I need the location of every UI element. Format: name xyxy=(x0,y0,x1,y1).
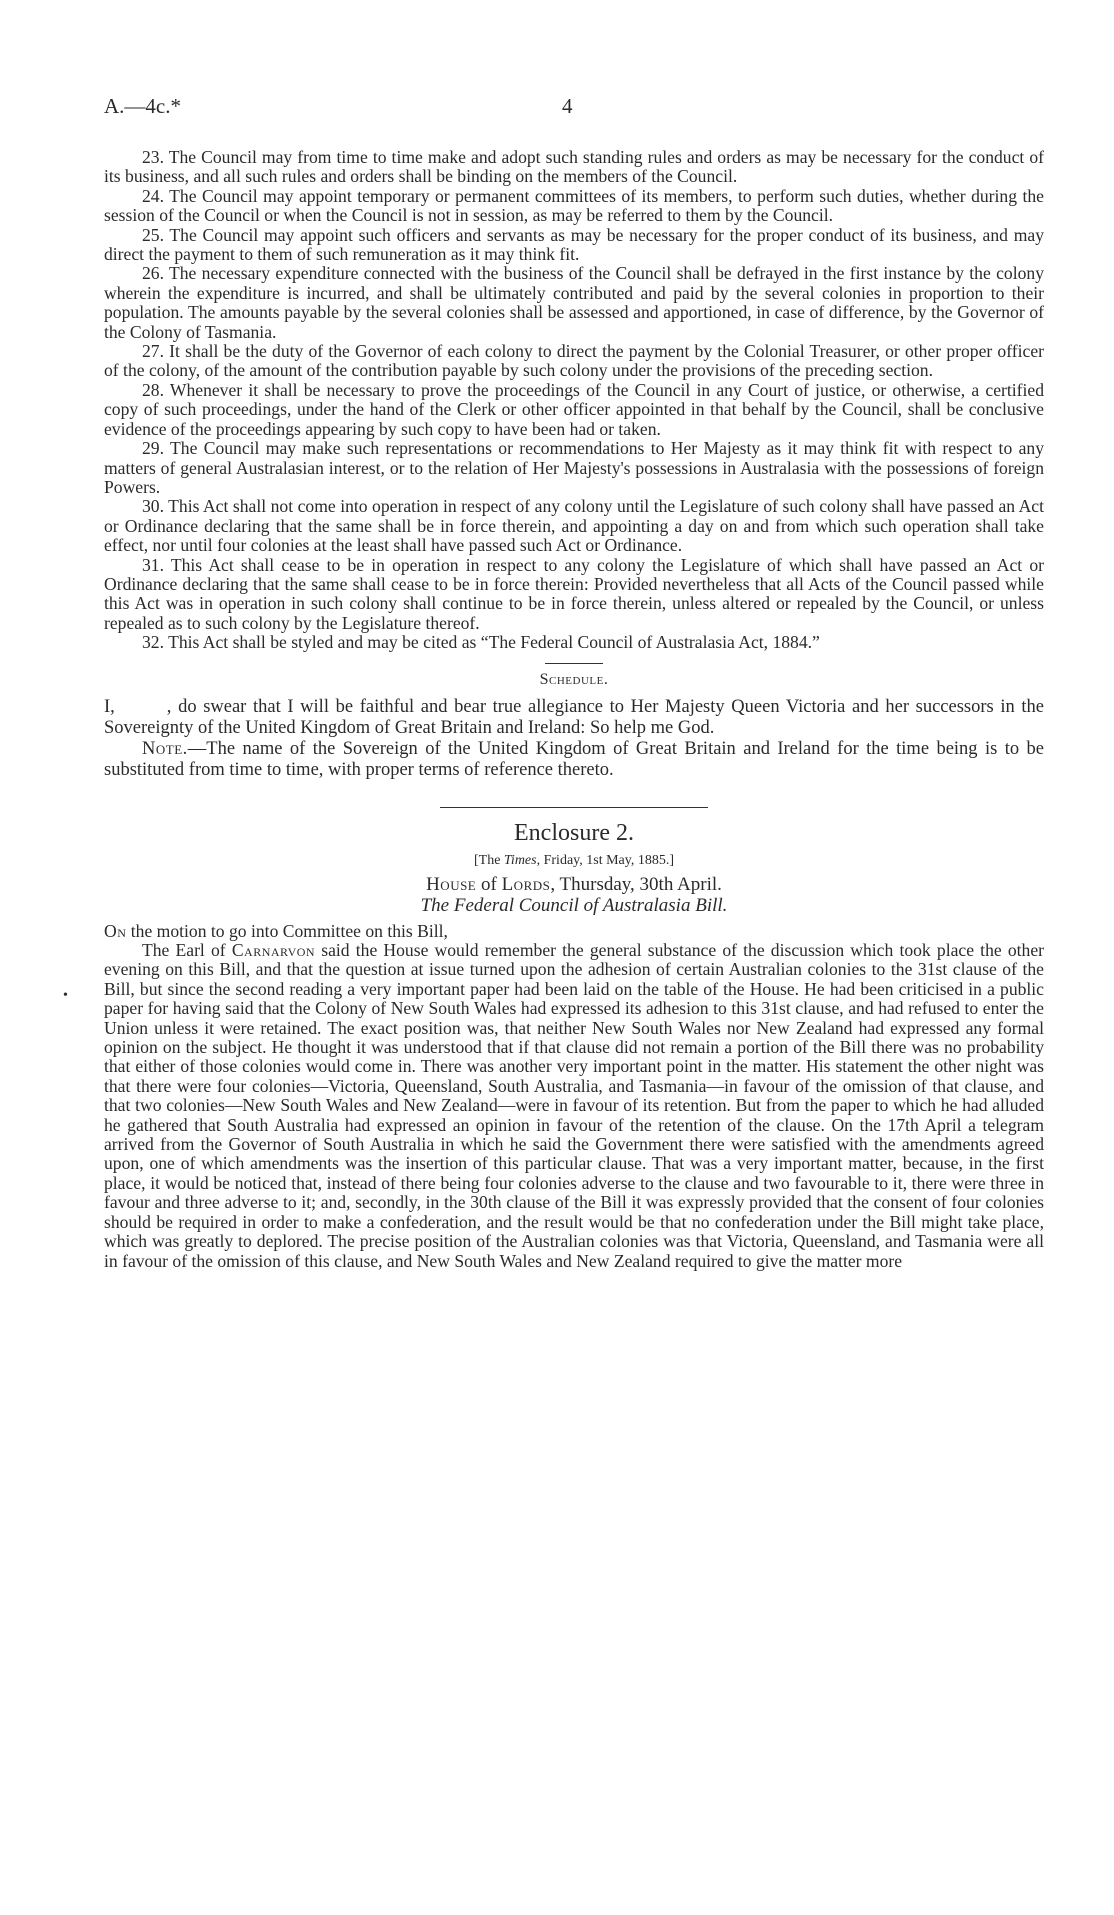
oath-start: I, xyxy=(104,696,115,717)
note-paragraph xyxy=(104,739,1044,781)
bill-title: The Federal Council of Australasia Bill. xyxy=(420,895,728,917)
section-31: 31. This Act shall cease to be in operation in respect to any colony the Legislature of which shall have passed an Act or Ordinance declaring that the same shall cease to be in force therein: Provided nevertheless that all Acts of the Council passed while this Act was in operation in such colony shall continue to be in force therein, unless altered or repealed by the Council, or unless repealed as to such colony by the Legislature thereof. xyxy=(104,554,1044,633)
speaker-name: Carnarvon xyxy=(231,940,316,960)
page-body xyxy=(104,148,1044,1271)
schedule-divider xyxy=(545,663,603,664)
source-post: , Friday, 1st May, 1885.] xyxy=(536,853,675,869)
lords-word: Lords xyxy=(501,873,551,895)
enclosure-title: Enclosure 2. xyxy=(514,819,634,846)
section-28: 28. Whenever it shall be necessary to prove the proceedings of the Council in any Court of justice, or otherwise, a certified copy of such proceedings, under the hand of the Clerk or other officer appointed in that behalf by the Council, shall be conclusive evidence of the proceedings appearing by such copy to have been had or taken. xyxy=(104,379,1044,439)
section-30: 30. This Act shall not come into operation in respect of any colony until the Legislature of such colony shall have passed an Act or Ordinance declaring that the same shall be in force therein, and appointing a day on and from which such operation shall take effect, nor until four colonies at the least shall have passed such Act or Ordinance. xyxy=(104,496,1044,556)
page-number: 4 xyxy=(562,94,573,118)
house-line xyxy=(104,875,1044,894)
section-32: 32. This Act shall be styled and may be cited as “The Federal Council of Australasia Act, 1884.” xyxy=(142,632,820,653)
margin-dot: • xyxy=(63,988,68,1003)
note-text: —The name of the Sovereign of the United Kingdom of Great Britain and Ireland for the time being is to be substituted from time to time, with proper terms of reference thereto. xyxy=(104,738,1044,780)
section-24: 24. The Council may appoint temporary or permanent committees of its members, to perform such duties, whether during the session of the Council or when the Council is not in session, as may be referred to them by the Council. xyxy=(104,185,1044,226)
motion-text: the motion to go into Committee on this Bill, xyxy=(126,920,448,941)
motion-first-word: On xyxy=(104,920,127,941)
source-line xyxy=(104,851,1044,870)
motion-line xyxy=(104,922,1044,941)
document-reference: A.—4c.* xyxy=(104,94,181,118)
enclosure-divider xyxy=(440,807,708,808)
of-word: of xyxy=(476,873,502,895)
speech-start: The Earl of xyxy=(142,940,232,960)
source-paper: Times xyxy=(503,853,537,869)
note-label: Note. xyxy=(142,738,188,759)
page-header xyxy=(104,94,1044,124)
section-25: 25. The Council may appoint such officers and servants as may be necessary for the proper conduct of its business, and may direct the payment to them of such remuneration as it may think fit. xyxy=(104,224,1044,265)
speech-paragraph xyxy=(104,941,1044,1271)
oath-text: , do swear that I will be faithful and bear true allegiance to Her Majesty Queen Victoria and her successors in the Sovereignty of the United Kingdom of Great Britain and Ireland: So help me God. xyxy=(104,696,1044,738)
sitting-date: , Thursday, 30th April. xyxy=(550,873,722,895)
house-word: House xyxy=(426,873,477,895)
section-23: 23. The Council may from time to time make and adopt such standing rules and orders as may be necessary for the conduct of its business, and all such rules and orders shall be binding on the members of the Council. xyxy=(104,147,1044,187)
section-29: 29. The Council may make such representations or recommendations to Her Majesty as it may think fit with respect to any matters of general Australasian interest, or to the relation of Her Majesty's possessions in Australasia with the possessions of foreign Powers. xyxy=(104,438,1044,497)
section-27: 27. It shall be the duty of the Governor of each colony to direct the payment by the Colonial Treasurer, or other proper officer of the colony, of the amount of the contribution payable by such colony under the provisions of the preceding section. xyxy=(104,341,1044,381)
speech-text: said the House would remember the general substance of the discussion which took place the other evening on this Bill, and that the question at issue turned upon the adhesion of certain Australian colonies to the 31st clause of the Bill, but since the second reading a very important paper had been laid on the table of the House. He had been criticised in a public paper for having said that the Colony of New South Wales had expressed its adhesion to this 31st clause, and had refused to enter the Union unless it were retained. The exact position was, that neither New South Wales nor New Zealand had expressed any formal opinion on the subject. He thought it was understood that if that clause did not remain a portion of the Bill there was no probability that either of those colonies would come in. There was another very important point in the matter. His statement the other night was that there were four colonies—Victoria, Queensland, South Australia, and Tasmania—in favour of the omission of that clause, and that two colonies—New South Wales and New Zealand—were in favour of its retention. But from the paper to which he had alluded he gathered that South Australia had expressed an opinion in favour of the retention of the clause. On the 17th April a telegram arrived from the Governor of South Australia in which he said the Government there were satisfied with the amendments agreed upon, one of which amendments was the insertion of this particular clause. That was a very important matter, because, in the first place, it would be noticed that, instead of there being four colonies adverse to the clause and two favourable to it, there were three in favour and three adverse to it; and, secondly, in the 30th clause of the Bill it was expressly provided that the consent of four colonies should be required in order to make a confederation, and the result would be that no confederation under the Bill might take place, which was greatly to deplored. The precise position of the Australian colonies was that Victoria, Queensland, and Tasmania were all in favour of the omission of this clause, and New South Wales and New Zealand required to give the matter more xyxy=(104,940,1044,1271)
schedule-title: Schedule. xyxy=(539,670,609,688)
oath-paragraph xyxy=(104,697,1044,739)
source-pre: [The xyxy=(473,853,504,869)
section-26: 26. The necessary expenditure connected with the business of the Council shall be defrayed in the first instance by the colony wherein the expenditure is incurred, and shall be ultimately contributed and paid by the several colonies in proportion to their population. The amounts payable by the several colonies shall be assessed and apportioned, in case of difference, by the Governor of the Colony of Tasmania. xyxy=(104,263,1044,342)
